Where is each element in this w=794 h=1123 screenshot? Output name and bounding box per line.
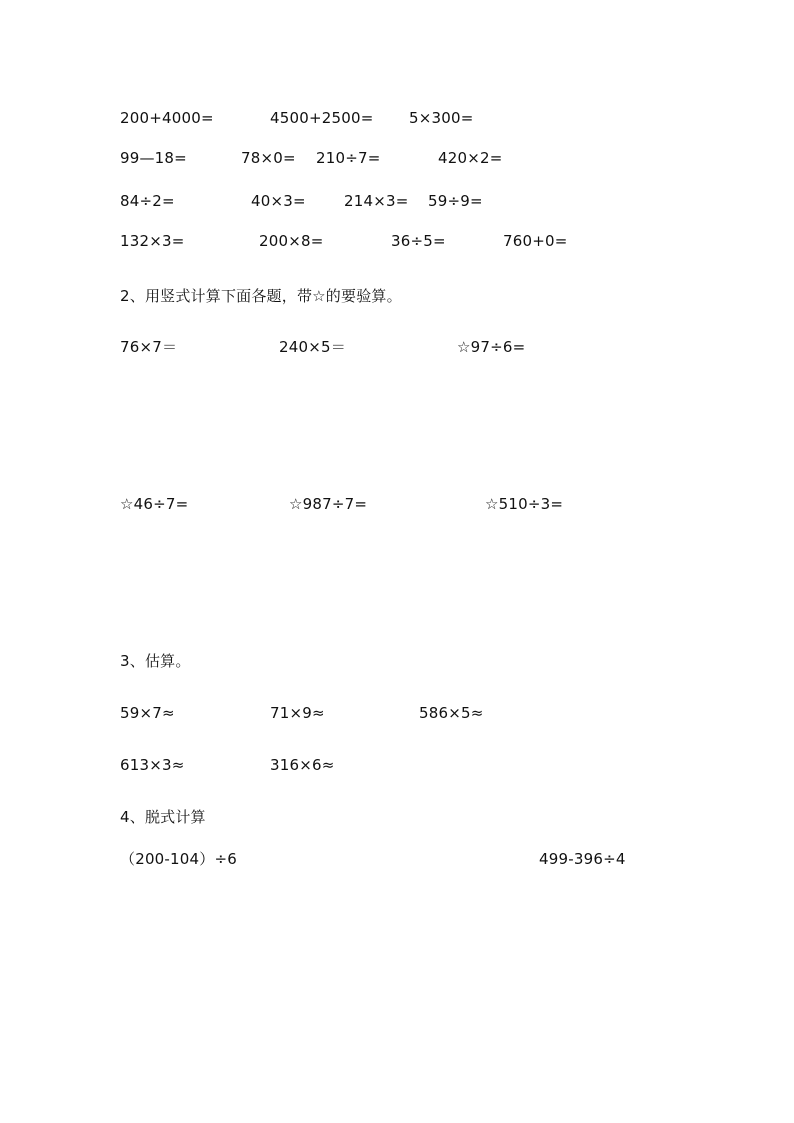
problem: 132×3= (120, 232, 185, 250)
problem: 210÷7= (316, 149, 381, 167)
problem: （200-104）÷6 (120, 850, 237, 868)
problem: 420×2= (438, 149, 503, 167)
problem: 40×3= (251, 192, 306, 210)
problem: 78×0= (241, 149, 296, 167)
problem: 586×5≈ (419, 704, 484, 722)
problem: 76×7＝ (120, 338, 178, 356)
problem: 200×8= (259, 232, 324, 250)
problem: 59÷9= (428, 192, 483, 210)
problem: 4500+2500= (270, 109, 374, 127)
section-heading: 2、用竖式计算下面各题，带☆的要验算。 (120, 287, 402, 305)
problem: 84÷2= (120, 192, 175, 210)
problem: 99—18= (120, 149, 187, 167)
problem: 214×3= (344, 192, 409, 210)
problem: ☆510÷3= (485, 495, 564, 513)
problem: 613×3≈ (120, 756, 185, 774)
problem: 5×300= (409, 109, 474, 127)
problem: 200+4000= (120, 109, 214, 127)
section-heading: 4、脱式计算 (120, 808, 206, 826)
problem: ☆97÷6= (457, 338, 526, 356)
problem: 36÷5= (391, 232, 446, 250)
problem: 59×7≈ (120, 704, 175, 722)
problem: 499-396÷4 (539, 850, 626, 868)
section-heading: 3、估算。 (120, 652, 191, 670)
problem: 71×9≈ (270, 704, 325, 722)
problem: 240×5＝ (279, 338, 346, 356)
problem: ☆46÷7= (120, 495, 189, 513)
problem: 316×6≈ (270, 756, 335, 774)
problem: ☆987÷7= (289, 495, 368, 513)
problem: 760+0= (503, 232, 568, 250)
